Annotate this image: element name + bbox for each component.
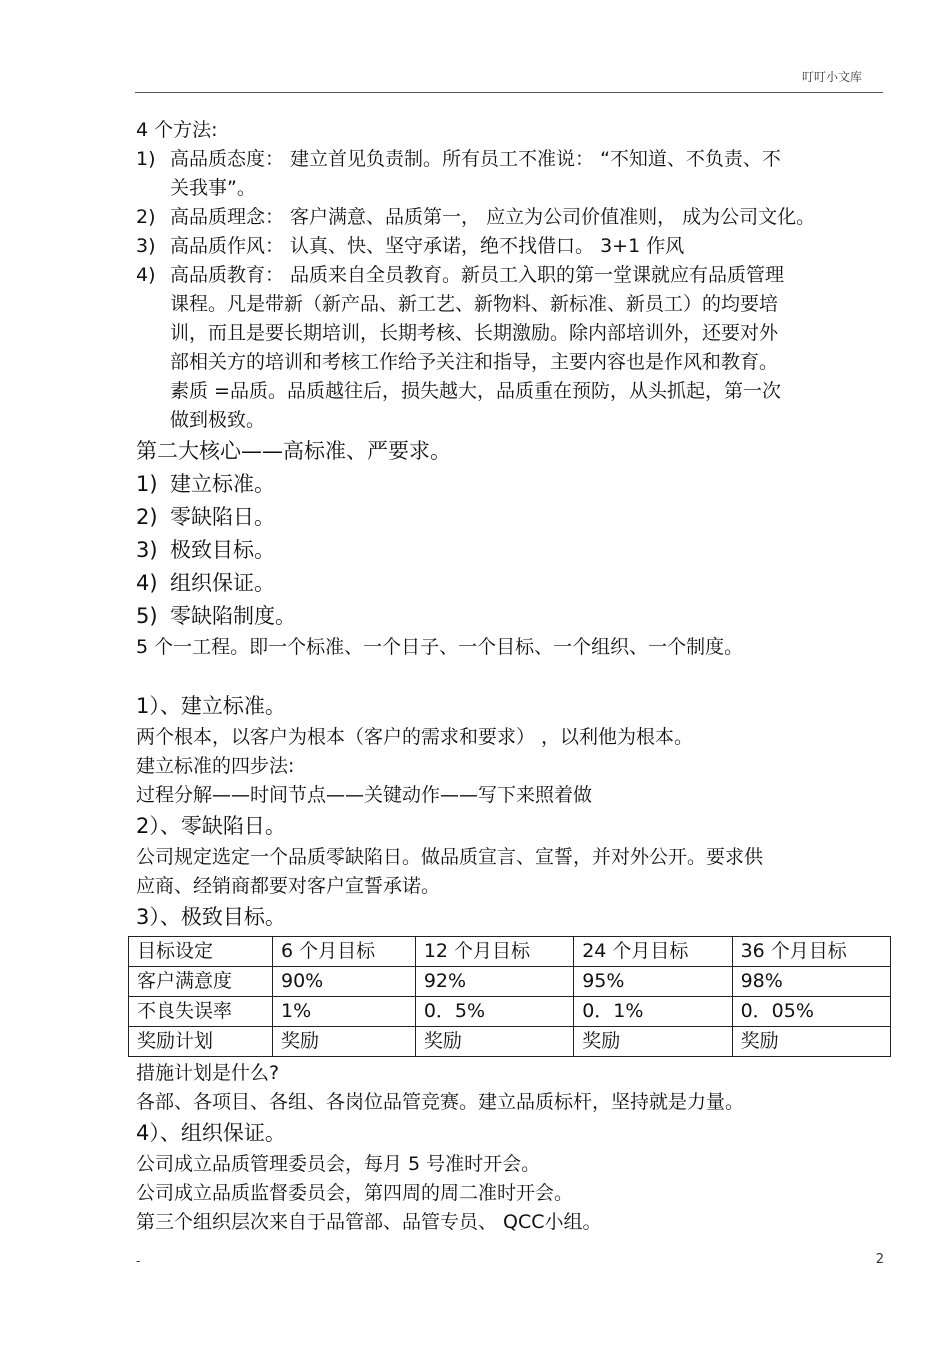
section3-line: 各部、各项目、各组、各岗位品管竞赛。建立品质标杆，坚持就是力量。: [136, 1091, 745, 1113]
core2-text: 极致目标。: [170, 538, 275, 562]
core2-list: [136, 468, 886, 633]
section3-line: 措施计划是什么?: [136, 1062, 280, 1084]
spacer: [136, 662, 886, 690]
core2-item: [136, 534, 886, 567]
method-item: [136, 145, 886, 203]
table-row: [129, 1027, 891, 1057]
section4-line: 公司成立品质管理委员会，每月 5 号准时开会。: [136, 1153, 541, 1175]
method-item: [136, 232, 886, 261]
section4-line: 公司成立品质监督委员会，第四周的周二准时开会。: [136, 1182, 574, 1204]
table-cell: 98%: [732, 967, 890, 997]
method-text-row: 高品质理念： 客户满意、品质第一， 应立为公司价值准则， 成为公司文化。: [170, 206, 816, 228]
core2-text: 组织保证。: [170, 571, 275, 595]
table-cell: 奖励计划: [129, 1027, 273, 1057]
site-name: 叮叮小文库: [801, 70, 862, 84]
table-cell: 95%: [574, 967, 732, 997]
section1-title: 1）、建立标准。: [136, 694, 286, 718]
method-text-row: 做到极致。: [170, 409, 266, 431]
table-header-cell: 目标设定: [129, 937, 273, 967]
methods-title: 4 个方法:: [136, 119, 218, 141]
table-header-cell: 6 个月目标: [272, 937, 415, 967]
section4-line: 第三个组织层次来自于品管部、品管专员、 QCC小组。: [136, 1211, 602, 1233]
core2-number: 2): [136, 505, 158, 529]
table-header-cell: 12 个月目标: [415, 937, 573, 967]
header-divider: [135, 92, 883, 93]
footer-dash: -: [136, 1254, 141, 1268]
core2-item: [136, 567, 886, 600]
method-text: [170, 145, 886, 203]
section2-line: 公司规定选定一个品质零缺陷日。做品质宣言、宣誓，并对外公开。要求供: [136, 846, 764, 868]
method-number: 3): [136, 235, 156, 257]
table-cell: 90%: [272, 967, 415, 997]
table-cell: 0．1%: [574, 997, 732, 1027]
core2-title: 第二大核心——高标准、严要求。: [136, 439, 451, 463]
core2-summary: 5 个一工程。即一个标准、一个日子、一个目标、一个组织、一个制度。: [136, 636, 744, 658]
method-item: [136, 261, 886, 435]
document-body: [136, 116, 886, 1237]
section1-line: 过程分解——时间节点——关键动作——写下来照着做: [136, 784, 593, 806]
method-text-row: 部相关方的培训和考核工作给予关注和指导，主要内容也是作风和教育。: [170, 351, 779, 373]
page-number: 2: [875, 1252, 884, 1267]
section1-line: 两个根本，以客户为根本（客户的需求和要求） ，以利他为根本。: [136, 726, 694, 748]
table-header-cell: 36 个月目标: [732, 937, 890, 967]
table-cell: 0．5%: [415, 997, 573, 1027]
table-header-cell: 24 个月目标: [574, 937, 732, 967]
method-text: [170, 261, 886, 435]
table-cell: 奖励: [732, 1027, 890, 1057]
methods-list: [136, 145, 886, 435]
section2-line: 应商、经销商都要对客户宣誓承诺。: [136, 875, 441, 897]
table-cell: 不良失误率: [129, 997, 273, 1027]
core2-item: [136, 600, 886, 633]
table-cell: 奖励: [415, 1027, 573, 1057]
method-text-row: 素质 =品质。品质越往后，损失越大，品质重在预防，从头抓起，第一次: [170, 380, 781, 402]
method-number: 4): [136, 264, 156, 286]
table-cell: 1%: [272, 997, 415, 1027]
core2-text: 零缺陷日。: [170, 505, 275, 529]
section1-line: 建立标准的四步法:: [136, 755, 295, 777]
section2-title: 2）、零缺陷日。: [136, 814, 286, 838]
core2-number: 3): [136, 538, 158, 562]
method-text-row: 高品质作风： 认真、快、坚守承诺，绝不找借口。 3+1 作风: [170, 235, 685, 257]
table-row: [129, 997, 891, 1027]
table-cell: 客户满意度: [129, 967, 273, 997]
core2-text: 零缺陷制度。: [170, 604, 296, 628]
method-text: [170, 203, 886, 232]
table-row: [129, 967, 891, 997]
goals-table: [128, 936, 891, 1057]
method-text: [170, 232, 886, 261]
method-text-row: 训，而且是要长期培训，长期考核、长期激励。除内部培训外，还要对外: [170, 322, 779, 344]
method-number: 1): [136, 148, 156, 170]
table-header-row: [129, 937, 891, 967]
core2-number: 1): [136, 472, 158, 496]
table-cell: 奖励: [574, 1027, 732, 1057]
core2-item: [136, 501, 886, 534]
method-item: [136, 203, 886, 232]
core2-number: 4): [136, 571, 158, 595]
section3-title: 3）、极致目标。: [136, 905, 286, 929]
section4-title: 4）、组织保证。: [136, 1121, 286, 1145]
core2-number: 5): [136, 604, 158, 628]
method-number: 2): [136, 206, 156, 228]
core2-item: [136, 468, 886, 501]
table-cell: 奖励: [272, 1027, 415, 1057]
method-text-row: 课程。凡是带新（新产品、新工艺、新物料、新标准、新员工）的均要培: [170, 293, 779, 315]
method-text-row: 关我事”。: [170, 177, 256, 199]
method-text-row: 高品质态度： 建立首见负责制。所有员工不准说： “不知道、不负责、不: [170, 148, 781, 170]
table-cell: 0．05%: [732, 997, 890, 1027]
method-text-row: 高品质教育： 品质来自全员教育。新员工入职的第一堂课就应有品质管理: [170, 264, 785, 286]
core2-text: 建立标准。: [170, 472, 275, 496]
table-cell: 92%: [415, 967, 573, 997]
